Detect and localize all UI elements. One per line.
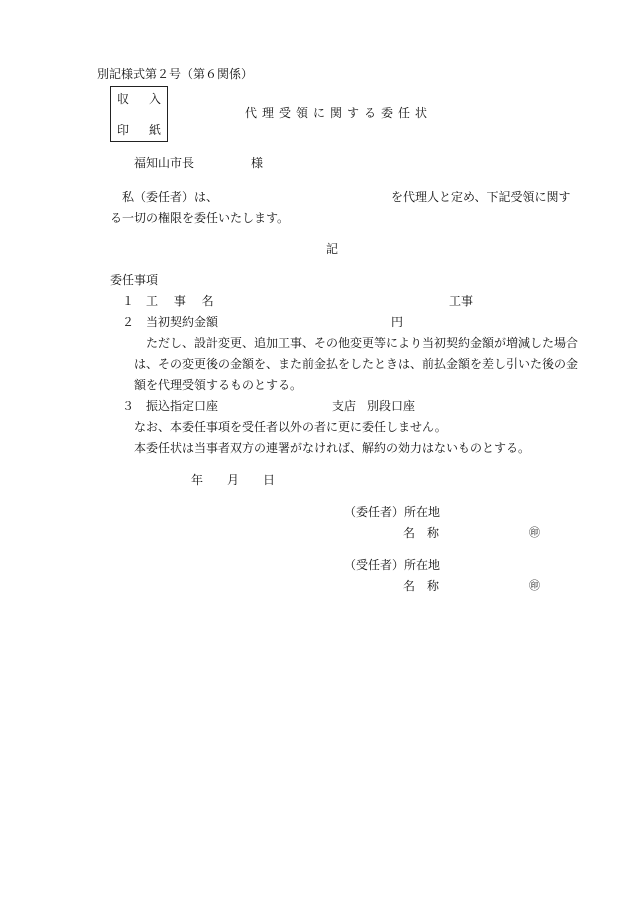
- delegator-address-label: （委任者）所在地: [344, 505, 441, 519]
- item2-unit: 円: [391, 315, 404, 329]
- date-day: 日: [263, 473, 276, 487]
- agent-address-label: （受任者）所在地: [344, 558, 441, 572]
- after-note2: 本委任状は当事者双方の連署がなければ、解約の効力はないものとする。: [134, 441, 531, 455]
- agent-name-label: 名 称: [403, 579, 440, 593]
- delegator-name-label: 名 称: [403, 526, 440, 540]
- item3-number: ３: [122, 399, 135, 413]
- item1-label: 工 事 名: [146, 294, 214, 308]
- after-note1: なお、本委任事項を受任者以外の者に更に委任しません。: [134, 420, 447, 434]
- note-line1: ただし、設計変更、追加工事、その他変更等により当初契約金額が増減した場合: [146, 336, 579, 350]
- item1-number: １: [122, 294, 135, 308]
- date-month: 月: [227, 473, 240, 487]
- agent-seal-icon: ㊞: [529, 579, 540, 592]
- addressee-name: 福知山市長: [134, 156, 195, 170]
- note-line3: 額を代理受領するものとする。: [134, 378, 303, 392]
- stamp-top-left: 収: [117, 92, 130, 106]
- body-line1-end: を代理人と定め、下記受領に関す: [391, 190, 571, 204]
- item3-account-type: 別段口座: [367, 399, 416, 413]
- date-year: 年: [191, 473, 204, 487]
- stamp-bottom-right: 紙: [149, 123, 162, 137]
- body-line1-start: 私（委任者）は、: [122, 190, 219, 204]
- body-line2: る一切の権限を委任いたします。: [110, 211, 290, 225]
- addressee-honorific: 様: [251, 156, 264, 170]
- item2-number: ２: [122, 315, 135, 329]
- form-label: 別記様式第２号（第６関係）: [97, 67, 254, 81]
- ki-heading: 記: [326, 242, 339, 256]
- items-heading: 委任事項: [110, 273, 159, 287]
- stamp-bottom-left: 印: [117, 123, 130, 137]
- item3-branch: 支店: [332, 399, 357, 413]
- delegator-seal-icon: ㊞: [529, 526, 540, 539]
- note-line2: は、その変更後の金額を、また前金払をしたときは、前払金額を差し引いた後の金: [134, 357, 579, 371]
- stamp-top-right: 入: [149, 92, 162, 106]
- item1-suffix: 工事: [449, 294, 474, 308]
- revenue-stamp-box: [110, 86, 168, 142]
- document-title: 代理受領に関する委任状: [245, 106, 433, 120]
- item3-label: 振込指定口座: [146, 399, 219, 413]
- item2-label: 当初契約金額: [146, 315, 219, 329]
